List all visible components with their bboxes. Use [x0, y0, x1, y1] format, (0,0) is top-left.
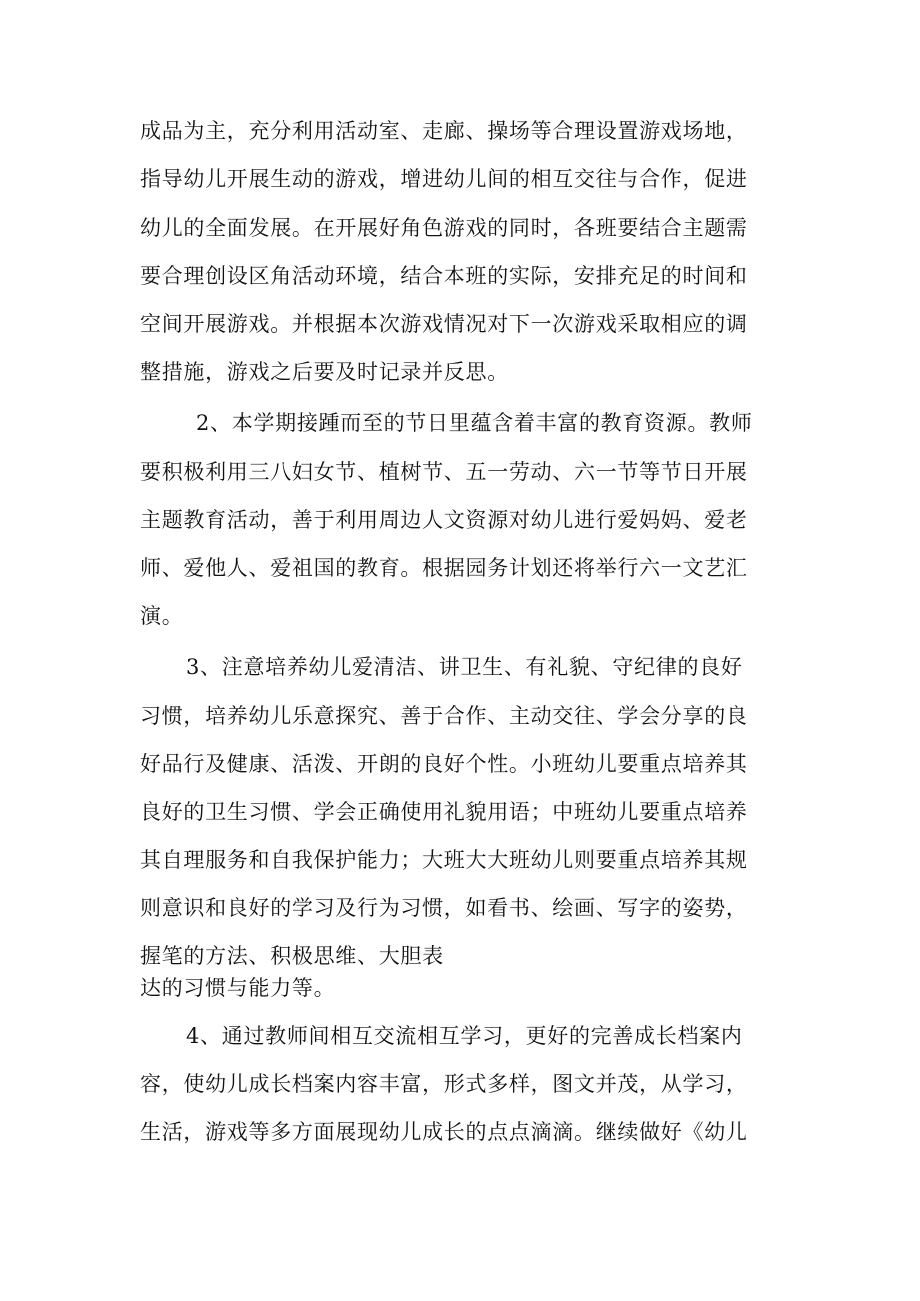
text-line: 空间开展游戏。并根据本次游戏情况对下一次游戏采取相应的调 — [140, 312, 748, 336]
text-line: 幼儿的全面发展。在开展好角色游戏的同时，各班要结合主题需 — [140, 216, 748, 240]
text-line: 容，使幼儿成长档案内容丰富，形式多样，图文并茂，从学习， — [140, 1072, 748, 1096]
text-line: 则意识和良好的学习及行为习惯，如看书、绘画、写字的姿势， — [140, 896, 748, 920]
text-line: 成品为主，充分利用活动室、走廊、操场等合理设置游戏场地， — [140, 119, 748, 143]
text-line: 良好的卫生习惯、学会正确使用礼貌用语；中班幼儿要重点培养 — [140, 800, 748, 824]
text-line: 师、爱他人、爱祖国的教育。根据园务计划还将举行六一文艺汇 — [140, 556, 748, 580]
text-line: 习惯，培养幼儿乐意探究、善于合作、主动交往、学会分享的良 — [140, 704, 748, 728]
text-line: 好品行及健康、活泼、开朗的良好个性。小班幼儿要重点培养其 — [140, 752, 748, 776]
text-line: 要合理创设区角活动环境，结合本班的实际，安排充足的时间和 — [140, 264, 748, 288]
text-line: 其自理服务和自我保护能力；大班大大班幼儿则要重点培养其规 — [140, 848, 748, 872]
text-line: 演。 — [140, 604, 184, 628]
text-line: 要积极利用三八妇女节、植树节、五一劳动、六一节等节日开展 — [140, 460, 748, 484]
text-line: 整措施，游戏之后要及时记录并反思。 — [140, 360, 509, 384]
paragraph-2-first-line: 2、本学期接踵而至的节日里蕴含着丰富的教育资源。教师 — [196, 411, 753, 435]
text-line: 达的习惯与能力等。 — [140, 976, 336, 1000]
paragraph-4-first-line: 4、通过教师间相互交流相互学习，更好的完善成长档案内 — [186, 1024, 743, 1048]
paragraph-3-first-line: 3、注意培养幼儿爱清洁、讲卫生、有礼貌、守纪律的良好 — [186, 655, 743, 679]
text-line: 指导幼儿开展生动的游戏，增进幼儿间的相互交往与合作，促进 — [140, 167, 748, 191]
text-line: 生活，游戏等多方面展现幼儿成长的点点滴滴。继续做好《幼儿 — [140, 1120, 748, 1144]
text-line: 主题教育活动，善于利用周边人文资源对幼儿进行爱妈妈、爱老 — [140, 508, 748, 532]
text-line: 握笔的方法、积极思维、大胆表 — [140, 944, 444, 968]
